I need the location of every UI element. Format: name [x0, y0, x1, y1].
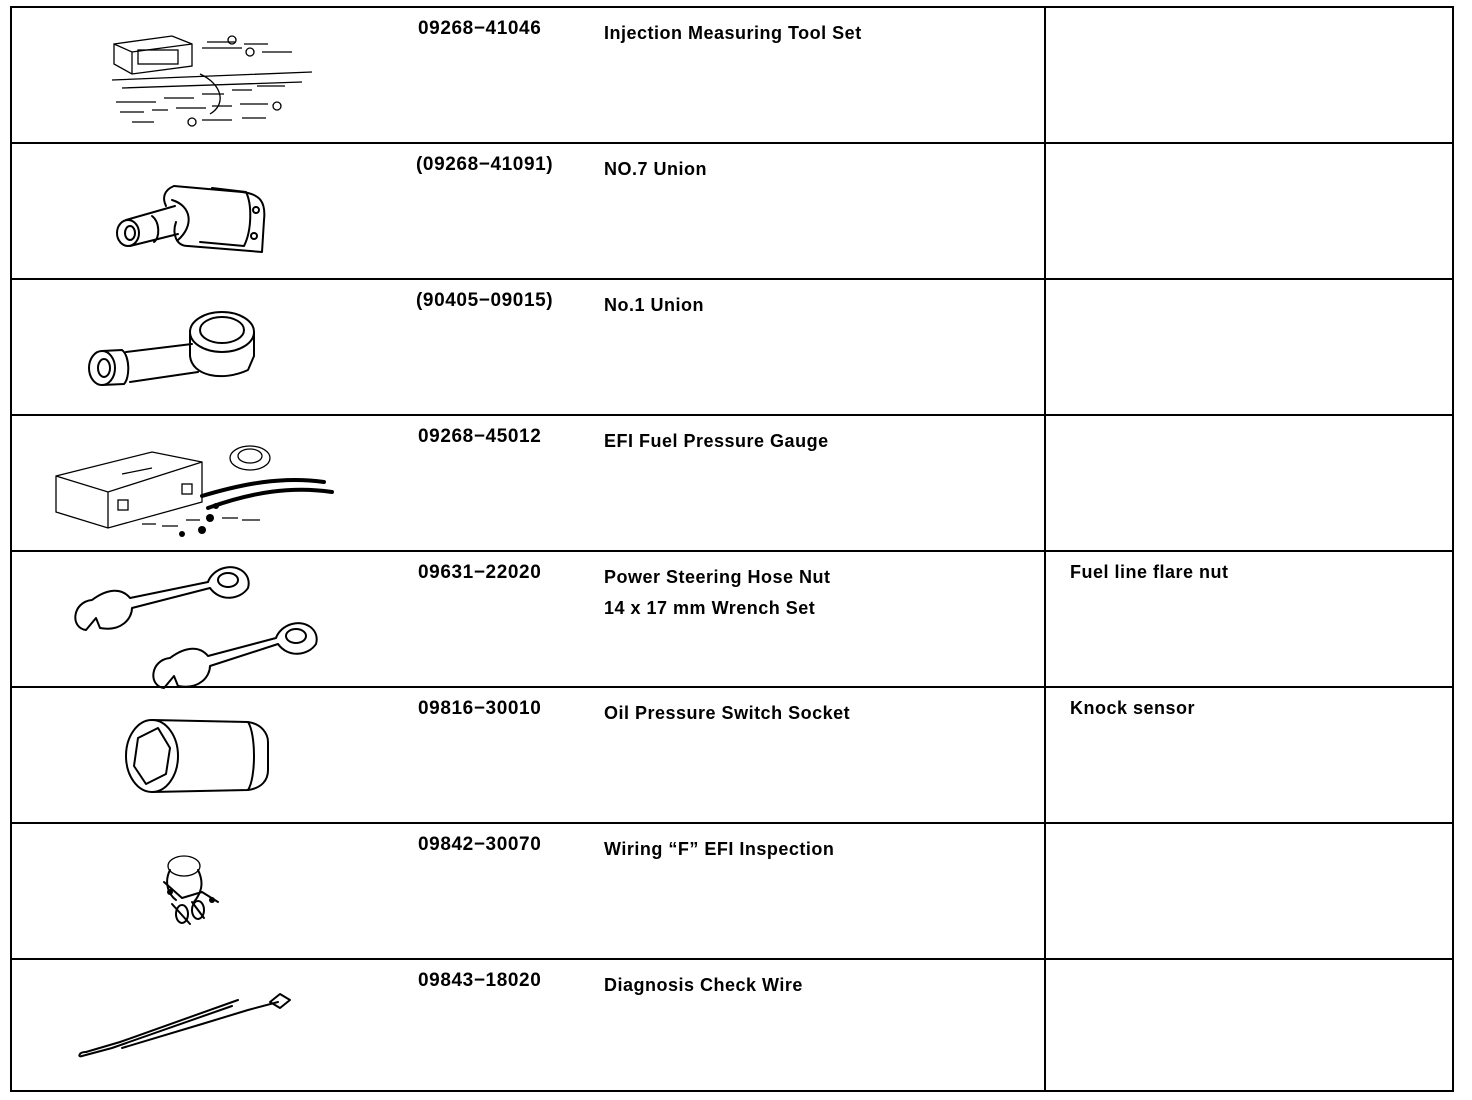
table-row: [12, 552, 1452, 688]
part-number: 09843−18020: [418, 970, 542, 991]
special-tools-table: [10, 6, 1454, 1092]
tool-name-line2: 14 x 17 mm Wrench Set: [604, 598, 816, 618]
table-row: [12, 8, 1452, 144]
union-7-icon: [52, 150, 352, 274]
table-row: [12, 144, 1452, 280]
part-number: (09268−41091): [416, 154, 554, 175]
tool-set-icon: [52, 14, 352, 138]
pressure-gauge-icon: [52, 422, 352, 546]
tool-use-note: Fuel line flare nut: [1070, 562, 1229, 582]
table-row: [12, 824, 1452, 960]
tool-use-note: Knock sensor: [1070, 698, 1196, 718]
part-number: 09268−45012: [418, 426, 542, 447]
wiring-icon: [52, 830, 352, 954]
tool-name: EFI Fuel Pressure Gauge: [604, 431, 829, 451]
table-row: [12, 280, 1452, 416]
tool-name: NO.7 Union: [604, 159, 707, 179]
tool-name: [604, 562, 831, 624]
tool-name: No.1 Union: [604, 295, 704, 315]
part-number: (90405−09015): [416, 290, 554, 311]
tool-name: Oil Pressure Switch Socket: [604, 703, 851, 723]
wrench-set-icon: [52, 558, 352, 682]
part-number: 09268−41046: [418, 18, 542, 39]
check-wire-icon: [52, 966, 352, 1090]
tool-name-line1: Power Steering Hose Nut: [604, 567, 831, 587]
part-number: 09842−30070: [418, 834, 542, 855]
part-number: 09631−22020: [418, 562, 542, 583]
union-1-icon: [52, 286, 352, 410]
tool-name: Injection Measuring Tool Set: [604, 23, 862, 43]
table-row: [12, 688, 1452, 824]
tool-name: Wiring “F” EFI Inspection: [604, 839, 835, 859]
part-number: 09816−30010: [418, 698, 542, 719]
socket-icon: [52, 694, 352, 818]
table-row: [12, 960, 1452, 1094]
tool-name: Diagnosis Check Wire: [604, 975, 803, 995]
table-row: [12, 416, 1452, 552]
